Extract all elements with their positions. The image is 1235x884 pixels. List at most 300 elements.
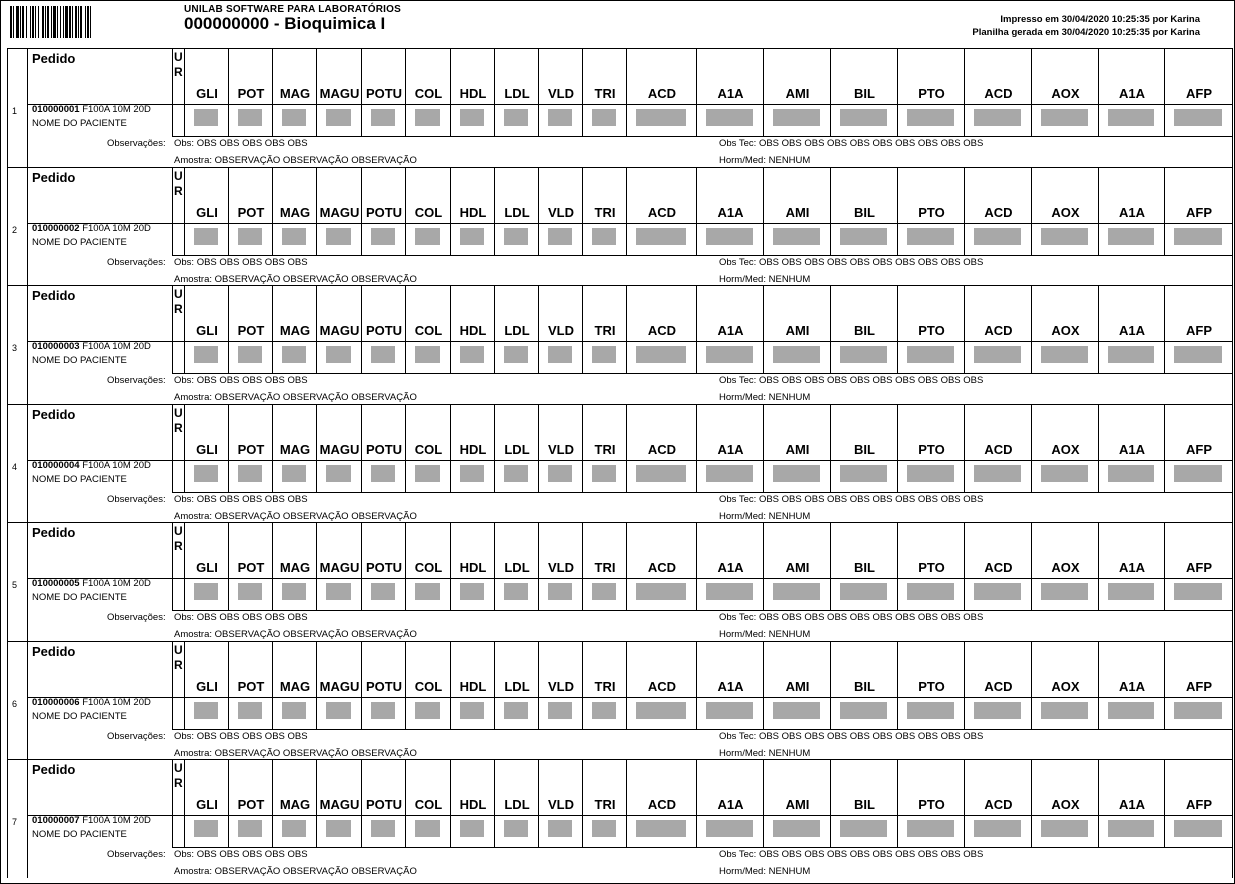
column-header-col: COL bbox=[414, 441, 443, 457]
order-info: F100A 10M 20D bbox=[82, 815, 151, 826]
technical-observations: Obs Tec: OBS OBS OBS OBS OBS OBS OBS OBS OBS OBS bbox=[719, 493, 984, 505]
observations-text: Obs: OBS OBS OBS OBS OBS bbox=[174, 256, 308, 268]
column-header-a1a: A1A bbox=[717, 204, 744, 220]
result-cell bbox=[238, 109, 262, 126]
hormone-medication: Horm/Med: NENHUM bbox=[719, 273, 811, 285]
column-header-gli: GLI bbox=[196, 678, 218, 694]
column-header-potu: POTU bbox=[365, 86, 403, 101]
worksheet-row bbox=[7, 404, 1233, 523]
column-header-a1a: A1A bbox=[1118, 678, 1145, 694]
pedido-col-line bbox=[172, 167, 173, 255]
number-col-line bbox=[27, 404, 28, 523]
result-cell bbox=[974, 228, 1021, 245]
result-cell bbox=[840, 228, 887, 245]
column-header-potu: POTU bbox=[365, 797, 403, 812]
pedido-label: Pedido bbox=[32, 406, 76, 422]
column-header-pot: POT bbox=[237, 797, 265, 812]
data-sep-line bbox=[172, 492, 1233, 493]
column-header-tri: TRI bbox=[594, 678, 616, 694]
result-cell bbox=[1174, 820, 1222, 837]
result-cell bbox=[773, 109, 820, 126]
data-sep-line bbox=[172, 373, 1233, 374]
column-header-bil: BIL bbox=[854, 204, 875, 220]
pedido-col-line bbox=[172, 641, 173, 729]
row-left-line bbox=[7, 167, 8, 286]
column-header-col: COL bbox=[414, 678, 443, 694]
result-cell bbox=[326, 109, 351, 126]
result-cell bbox=[907, 228, 954, 245]
observations-text: Obs: OBS OBS OBS OBS OBS bbox=[174, 138, 308, 149]
ur-label: U R bbox=[174, 761, 183, 790]
column-header-pto: PTO bbox=[918, 204, 945, 220]
column-header-afp: AFP bbox=[1186, 797, 1212, 812]
technical-observations: Obs Tec: OBS OBS OBS OBS OBS OBS OBS OBS OBS OBS bbox=[719, 730, 984, 742]
printed-info: Impresso em 30/04/2020 10:25:35 por Karina bbox=[1000, 14, 1200, 25]
row-left-line bbox=[7, 522, 8, 641]
result-cell bbox=[1041, 346, 1088, 363]
header-sep-line bbox=[27, 460, 1233, 461]
result-cell bbox=[706, 228, 753, 245]
column-header-col: COL bbox=[414, 323, 443, 338]
result-cell bbox=[415, 820, 440, 837]
result-cell bbox=[326, 346, 351, 363]
technical-observations: Obs Tec: OBS OBS OBS OBS OBS OBS OBS OBS OBS OBS bbox=[719, 612, 984, 623]
row-number: 5 bbox=[12, 580, 18, 590]
pedido-label: Pedido bbox=[32, 288, 76, 303]
sample-observations: Amostra: OBSERVAÇÃO OBSERVAÇÃO OBSERVAÇÃO bbox=[174, 510, 417, 522]
column-header-aox: AOX bbox=[1051, 204, 1080, 220]
column-header-vld: VLD bbox=[548, 323, 574, 338]
pedido-col-line bbox=[172, 285, 173, 373]
column-header-potu: POTU bbox=[365, 323, 403, 338]
row-number: 7 bbox=[12, 817, 18, 827]
result-cell bbox=[974, 465, 1021, 482]
column-header-mag: MAG bbox=[279, 204, 311, 220]
column-header-ldl: LDL bbox=[504, 323, 530, 338]
pedido-col-line bbox=[172, 48, 173, 136]
column-header-acd: ACD bbox=[984, 678, 1013, 694]
column-header-a1a: A1A bbox=[717, 86, 744, 101]
result-cell bbox=[282, 583, 306, 600]
result-cell bbox=[636, 465, 686, 482]
result-cell bbox=[548, 465, 572, 482]
worksheet-row bbox=[7, 167, 1233, 286]
result-cell bbox=[706, 109, 753, 126]
result-cell bbox=[282, 109, 306, 126]
pedido-col-line bbox=[172, 522, 173, 610]
number-col-line bbox=[27, 759, 28, 878]
header-sep-line bbox=[27, 341, 1233, 342]
result-cell bbox=[773, 228, 820, 245]
result-cell bbox=[1041, 702, 1088, 719]
result-cell bbox=[238, 702, 262, 719]
row-number: 2 bbox=[12, 224, 18, 235]
ur-label: U R bbox=[174, 405, 183, 435]
patient-name: NOME DO PACIENTE bbox=[32, 473, 127, 485]
result-cell bbox=[1108, 820, 1154, 837]
observations-text: Obs: OBS OBS OBS OBS OBS bbox=[174, 493, 308, 505]
patient-name: NOME DO PACIENTE bbox=[32, 829, 127, 840]
result-cell bbox=[1041, 583, 1088, 600]
header-sep-line bbox=[27, 223, 1233, 224]
column-header-acd: ACD bbox=[984, 204, 1013, 220]
result-cell bbox=[548, 228, 572, 245]
observations-label: Observações: bbox=[107, 730, 166, 742]
result-cell bbox=[326, 702, 351, 719]
column-header-acd: ACD bbox=[984, 323, 1013, 338]
result-cell bbox=[773, 702, 820, 719]
order-number: 010000001 bbox=[32, 104, 80, 115]
result-cell bbox=[282, 346, 306, 363]
result-cell bbox=[326, 583, 351, 600]
column-header-mag: MAG bbox=[279, 323, 311, 338]
order-number: 010000004 bbox=[32, 459, 80, 471]
result-cell bbox=[636, 583, 686, 600]
result-cell bbox=[504, 702, 528, 719]
order-number: 010000005 bbox=[32, 578, 80, 589]
order-number: 010000002 bbox=[32, 222, 80, 234]
column-header-gli: GLI bbox=[196, 560, 218, 575]
result-cell bbox=[636, 702, 686, 719]
column-header-bil: BIL bbox=[854, 323, 875, 338]
column-header-ami: AMI bbox=[785, 86, 810, 101]
result-cell bbox=[636, 346, 686, 363]
column-header-acd: ACD bbox=[647, 323, 677, 338]
column-header-vld: VLD bbox=[548, 678, 574, 694]
column-header-afp: AFP bbox=[1186, 560, 1212, 575]
column-header-magu: MAGU bbox=[319, 560, 360, 575]
row-right-line bbox=[1232, 285, 1233, 404]
column-header-magu: MAGU bbox=[319, 86, 360, 101]
result-cell bbox=[1174, 583, 1222, 600]
column-header-gli: GLI bbox=[196, 797, 218, 812]
result-cell bbox=[1108, 702, 1154, 719]
sample-observations: Amostra: OBSERVAÇÃO OBSERVAÇÃO OBSERVAÇÃO bbox=[174, 866, 417, 877]
column-header-aox: AOX bbox=[1051, 678, 1080, 694]
observations-label: Observações: bbox=[107, 849, 166, 860]
order-info: F100A 10M 20D bbox=[82, 578, 151, 589]
result-cell bbox=[504, 109, 528, 126]
order-line bbox=[32, 697, 151, 708]
sample-observations: Amostra: OBSERVAÇÃO OBSERVAÇÃO OBSERVAÇÃO bbox=[174, 273, 417, 285]
result-cell bbox=[1174, 346, 1222, 363]
header-sep-line bbox=[27, 104, 1233, 105]
column-header-hdl: HDL bbox=[459, 323, 487, 338]
org-name: UNILAB SOFTWARE PARA LABORATÓRIOS bbox=[184, 4, 401, 15]
result-cell bbox=[371, 820, 395, 837]
order-number: 010000007 bbox=[32, 815, 80, 826]
result-cell bbox=[282, 465, 306, 482]
observations-label: Observações: bbox=[107, 256, 166, 268]
result-cell bbox=[548, 346, 572, 363]
column-header-bil: BIL bbox=[854, 678, 875, 694]
column-header-gli: GLI bbox=[196, 204, 218, 220]
column-header-col: COL bbox=[414, 797, 443, 812]
sample-observations: Amostra: OBSERVAÇÃO OBSERVAÇÃO OBSERVAÇÃO bbox=[174, 747, 417, 759]
sample-observations: Amostra: OBSERVAÇÃO OBSERVAÇÃO OBSERVAÇÃO bbox=[174, 629, 417, 640]
row-top-line bbox=[7, 759, 1233, 760]
row-left-line bbox=[7, 759, 8, 878]
result-cell bbox=[504, 346, 528, 363]
column-header-a1a: A1A bbox=[717, 560, 744, 575]
column-header-pot: POT bbox=[237, 560, 265, 575]
result-cell bbox=[773, 820, 820, 837]
column-header-gli: GLI bbox=[196, 441, 218, 457]
column-header-aox: AOX bbox=[1051, 441, 1080, 457]
technical-observations: Obs Tec: OBS OBS OBS OBS OBS OBS OBS OBS OBS OBS bbox=[719, 375, 984, 386]
row-right-line bbox=[1232, 48, 1233, 167]
column-header-vld: VLD bbox=[548, 441, 574, 457]
column-header-aox: AOX bbox=[1051, 797, 1080, 812]
column-header-pto: PTO bbox=[918, 797, 945, 812]
column-header-ldl: LDL bbox=[504, 560, 530, 575]
result-cell bbox=[504, 820, 528, 837]
column-header-acd: ACD bbox=[647, 441, 677, 457]
hormone-medication: Horm/Med: NENHUM bbox=[719, 629, 811, 640]
row-right-line bbox=[1232, 404, 1233, 523]
pedido-col-line bbox=[172, 404, 173, 492]
order-info: F100A 10M 20D bbox=[82, 104, 151, 115]
column-header-acd: ACD bbox=[984, 560, 1013, 575]
result-cell bbox=[1174, 702, 1222, 719]
column-header-bil: BIL bbox=[854, 560, 875, 575]
result-cell bbox=[840, 346, 887, 363]
column-header-afp: AFP bbox=[1186, 86, 1212, 101]
column-header-ldl: LDL bbox=[504, 204, 530, 220]
result-cell bbox=[194, 109, 218, 126]
pedido-label: Pedido bbox=[32, 169, 76, 185]
result-cell bbox=[773, 583, 820, 600]
result-cell bbox=[1174, 228, 1222, 245]
column-header-acd: ACD bbox=[647, 678, 677, 694]
result-cell bbox=[194, 228, 218, 245]
header-sep-line bbox=[27, 578, 1233, 579]
header-sep-line bbox=[27, 815, 1233, 816]
result-cell bbox=[1108, 109, 1154, 126]
result-cell bbox=[282, 820, 306, 837]
row-top-line bbox=[7, 167, 1233, 168]
order-info: F100A 10M 20D bbox=[82, 222, 151, 234]
column-header-vld: VLD bbox=[548, 204, 574, 220]
result-cell bbox=[548, 109, 572, 126]
result-cell bbox=[194, 820, 218, 837]
column-header-pto: PTO bbox=[918, 86, 945, 101]
result-cell bbox=[194, 346, 218, 363]
result-cell bbox=[1108, 583, 1154, 600]
observations-text: Obs: OBS OBS OBS OBS OBS bbox=[174, 730, 308, 742]
column-header-aox: AOX bbox=[1051, 560, 1080, 575]
result-cell bbox=[706, 820, 753, 837]
result-cell bbox=[840, 820, 887, 837]
sample-observations: Amostra: OBSERVAÇÃO OBSERVAÇÃO OBSERVAÇÃO bbox=[174, 392, 417, 403]
result-cell bbox=[1108, 346, 1154, 363]
result-cell bbox=[548, 702, 572, 719]
result-cell bbox=[194, 583, 218, 600]
row-left-line bbox=[7, 641, 8, 760]
column-header-pot: POT bbox=[237, 678, 265, 694]
row-right-line bbox=[1232, 641, 1233, 760]
number-col-line bbox=[27, 167, 28, 286]
hormone-medication: Horm/Med: NENHUM bbox=[719, 392, 811, 403]
pedido-label: Pedido bbox=[32, 762, 76, 777]
column-header-ldl: LDL bbox=[504, 441, 530, 457]
column-header-ldl: LDL bbox=[504, 678, 530, 694]
order-line bbox=[32, 578, 151, 589]
row-left-line bbox=[7, 404, 8, 523]
row-right-line bbox=[1232, 759, 1233, 878]
column-header-acd: ACD bbox=[647, 797, 677, 812]
column-header-acd: ACD bbox=[647, 86, 677, 101]
result-cell bbox=[415, 228, 440, 245]
result-cell bbox=[592, 109, 616, 126]
hormone-medication: Horm/Med: NENHUM bbox=[719, 155, 811, 166]
order-line bbox=[32, 815, 151, 826]
worksheet-row bbox=[7, 285, 1233, 404]
patient-name: NOME DO PACIENTE bbox=[32, 592, 127, 603]
column-header-pot: POT bbox=[237, 204, 265, 220]
result-cell bbox=[460, 346, 484, 363]
column-header-hdl: HDL bbox=[459, 86, 487, 101]
result-cell bbox=[1041, 465, 1088, 482]
number-col-line bbox=[27, 48, 28, 167]
result-cell bbox=[504, 228, 528, 245]
column-header-potu: POTU bbox=[365, 441, 403, 457]
column-header-gli: GLI bbox=[196, 323, 218, 338]
result-cell bbox=[974, 702, 1021, 719]
row-right-line bbox=[1232, 522, 1233, 641]
patient-name: NOME DO PACIENTE bbox=[32, 355, 127, 366]
result-cell bbox=[1108, 465, 1154, 482]
result-cell bbox=[504, 583, 528, 600]
result-cell bbox=[773, 346, 820, 363]
result-cell bbox=[238, 346, 262, 363]
result-cell bbox=[907, 702, 954, 719]
result-cell bbox=[592, 820, 616, 837]
generated-info: Planilha gerada em 30/04/2020 10:25:35 por Karina bbox=[972, 27, 1200, 38]
column-header-mag: MAG bbox=[279, 560, 311, 575]
observations-text: Obs: OBS OBS OBS OBS OBS bbox=[174, 849, 308, 860]
result-cell bbox=[326, 465, 351, 482]
column-header-tri: TRI bbox=[594, 204, 616, 220]
technical-observations: Obs Tec: OBS OBS OBS OBS OBS OBS OBS OBS OBS OBS bbox=[719, 256, 984, 268]
column-header-magu: MAGU bbox=[319, 323, 360, 338]
result-cell bbox=[238, 228, 262, 245]
column-header-afp: AFP bbox=[1186, 441, 1212, 457]
column-header-vld: VLD bbox=[548, 797, 574, 812]
column-header-a1a: A1A bbox=[717, 441, 744, 457]
observations-text: Obs: OBS OBS OBS OBS OBS bbox=[174, 375, 308, 386]
order-info: F100A 10M 20D bbox=[82, 341, 151, 352]
column-header-gli: GLI bbox=[196, 86, 218, 101]
number-col-line bbox=[27, 285, 28, 404]
result-cell bbox=[907, 109, 954, 126]
result-cell bbox=[238, 465, 262, 482]
number-col-line bbox=[27, 641, 28, 760]
column-header-tri: TRI bbox=[594, 441, 616, 457]
result-cell bbox=[974, 346, 1021, 363]
column-header-acd: ACD bbox=[984, 441, 1013, 457]
column-header-a1a: A1A bbox=[1118, 323, 1145, 338]
column-header-magu: MAGU bbox=[319, 204, 360, 220]
technical-observations: Obs Tec: OBS OBS OBS OBS OBS OBS OBS OBS OBS OBS bbox=[719, 138, 984, 149]
result-cell bbox=[773, 465, 820, 482]
result-cell bbox=[974, 109, 1021, 126]
column-header-ami: AMI bbox=[785, 560, 810, 575]
result-cell bbox=[1041, 109, 1088, 126]
column-header-hdl: HDL bbox=[459, 797, 487, 812]
result-cell bbox=[415, 702, 440, 719]
order-line bbox=[32, 104, 151, 115]
result-cell bbox=[1041, 820, 1088, 837]
column-header-hdl: HDL bbox=[459, 441, 487, 457]
pedido-col-line bbox=[172, 759, 173, 847]
result-cell bbox=[706, 702, 753, 719]
result-cell bbox=[907, 346, 954, 363]
column-header-potu: POTU bbox=[365, 204, 403, 220]
hormone-medication: Horm/Med: NENHUM bbox=[719, 510, 811, 522]
column-header-pot: POT bbox=[237, 86, 265, 101]
header-sep-line bbox=[27, 697, 1233, 698]
patient-name: NOME DO PACIENTE bbox=[32, 118, 127, 129]
column-header-a1a: A1A bbox=[1118, 797, 1145, 812]
result-cell bbox=[706, 346, 753, 363]
column-header-bil: BIL bbox=[854, 441, 875, 457]
result-cell bbox=[592, 228, 616, 245]
worksheet-row bbox=[7, 641, 1233, 760]
column-header-vld: VLD bbox=[548, 86, 574, 101]
ur-label: U R bbox=[174, 50, 183, 79]
worksheet-row bbox=[7, 522, 1233, 641]
column-header-aox: AOX bbox=[1051, 323, 1080, 338]
observations-label: Observações: bbox=[107, 375, 166, 386]
column-header-ldl: LDL bbox=[504, 86, 530, 101]
result-cell bbox=[592, 702, 616, 719]
order-line bbox=[32, 460, 151, 471]
column-header-hdl: HDL bbox=[459, 560, 487, 575]
column-header-potu: POTU bbox=[365, 678, 403, 694]
column-header-bil: BIL bbox=[854, 86, 875, 101]
result-cell bbox=[460, 228, 484, 245]
result-cell bbox=[460, 465, 484, 482]
sample-observations: Amostra: OBSERVAÇÃO OBSERVAÇÃO OBSERVAÇÃO bbox=[174, 155, 417, 166]
row-number: 4 bbox=[12, 461, 18, 472]
column-header-a1a: A1A bbox=[717, 323, 744, 338]
column-header-vld: VLD bbox=[548, 560, 574, 575]
ur-label: U R bbox=[174, 642, 183, 672]
result-cell bbox=[326, 228, 351, 245]
row-top-line bbox=[7, 641, 1233, 642]
result-cell bbox=[840, 109, 887, 126]
row-left-line bbox=[7, 48, 8, 167]
result-cell bbox=[371, 346, 395, 363]
hormone-medication: Horm/Med: NENHUM bbox=[719, 866, 811, 877]
result-cell bbox=[636, 820, 686, 837]
result-cell bbox=[974, 583, 1021, 600]
observations-label: Observações: bbox=[107, 138, 166, 149]
column-header-acd: ACD bbox=[647, 204, 677, 220]
result-cell bbox=[194, 465, 218, 482]
result-cell bbox=[460, 583, 484, 600]
ur-label: U R bbox=[174, 168, 183, 198]
result-cell bbox=[326, 820, 351, 837]
result-cell bbox=[371, 465, 395, 482]
result-cell bbox=[840, 465, 887, 482]
column-header-magu: MAGU bbox=[319, 441, 360, 457]
row-top-line bbox=[7, 48, 1233, 49]
worksheet-row bbox=[7, 48, 1233, 167]
result-cell bbox=[194, 702, 218, 719]
hormone-medication: Horm/Med: NENHUM bbox=[719, 747, 811, 759]
